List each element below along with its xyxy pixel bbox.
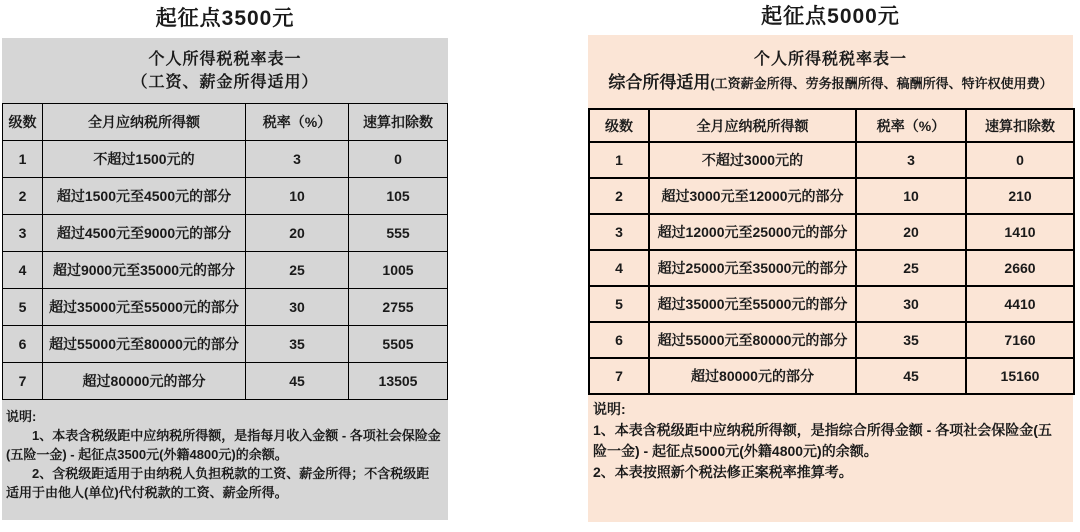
- cell-deduction: 5505: [349, 326, 448, 363]
- cell-level: 3: [3, 215, 43, 252]
- table-row: [3, 178, 448, 215]
- cell-level: 7: [589, 358, 649, 394]
- note-item-2: 2、本表按照新个税法修正案税率推算考。: [593, 464, 853, 480]
- note-item-2: 2、含税级距适用于由纳税人负担税款的工资、薪金所得；不含税级距适用于由他人(单位)代付税款的工资、薪金所得。: [6, 466, 430, 500]
- cell-level: 5: [3, 289, 43, 326]
- section-threshold-5000: [588, 4, 1073, 522]
- table-title-line2: [608, 71, 1052, 96]
- cell-income: 超过9000元至35000元的部分: [43, 252, 246, 289]
- cell-level: 1: [3, 141, 43, 178]
- table-row: [589, 286, 1074, 322]
- table-row: [589, 322, 1074, 358]
- cell-level: 6: [589, 322, 649, 358]
- cell-rate: 35: [856, 322, 966, 358]
- table-row: [589, 142, 1074, 178]
- table-row: [3, 141, 448, 178]
- cell-income: 超过3000元至12000元的部分: [649, 178, 856, 214]
- cell-income: 超过25000元至35000元的部分: [649, 250, 856, 286]
- col-header-rate: 税率（%）: [246, 104, 349, 141]
- table-title-block-3500: [2, 38, 448, 103]
- table-subtitle-small: (工资薪金所得、劳务报酬所得、稿酬所得、特许权使用费）: [710, 75, 1053, 91]
- cell-deduction: 7160: [966, 322, 1074, 358]
- table-header-row: [589, 109, 1074, 142]
- cell-income: 不超过1500元的: [43, 141, 246, 178]
- cell-deduction: 210: [966, 178, 1074, 214]
- cell-income: 超过12000元至25000元的部分: [649, 214, 856, 250]
- cell-income: 超过1500元至4500元的部分: [43, 178, 246, 215]
- cell-level: 2: [589, 178, 649, 214]
- cell-rate: 30: [856, 286, 966, 322]
- cell-deduction: 555: [349, 215, 448, 252]
- col-header-income: 全月应纳税所得额: [43, 104, 246, 141]
- cell-income: 超过55000元至80000元的部分: [649, 322, 856, 358]
- cell-deduction: 0: [966, 142, 1074, 178]
- cell-deduction: 13505: [349, 363, 448, 400]
- cell-income: 不超过3000元的: [649, 142, 856, 178]
- cell-rate: 25: [246, 252, 349, 289]
- cell-deduction: 2660: [966, 250, 1074, 286]
- cell-level: 1: [589, 142, 649, 178]
- section-title-3500: 起征点3500元: [155, 7, 295, 30]
- cell-level: 4: [589, 250, 649, 286]
- cell-income: 超过35000元至55000元的部分: [43, 289, 246, 326]
- table-title-line1: 个人所得税税率表一: [148, 50, 302, 68]
- cell-level: 4: [3, 252, 43, 289]
- note-item-1: 1、本表含税级距中应纳税所得额，是指每月收入金额 - 各项社会保险金(五险一金) - 起征点3500元(外籍4800元)的余额。: [6, 428, 441, 462]
- cell-rate: 45: [246, 363, 349, 400]
- cell-level: 7: [3, 363, 43, 400]
- panel-5000: [588, 35, 1073, 522]
- table-row: [3, 289, 448, 326]
- cell-rate: 45: [856, 358, 966, 394]
- table-title-block-5000: [588, 35, 1073, 108]
- section-title-5000: 起征点5000元: [761, 5, 900, 28]
- cell-rate: 3: [246, 141, 349, 178]
- note-item-1: 1、本表含税级距中应纳税所得额，是指综合所得金额 - 各项社会保险金(五险一金) - 起征点5000元(外籍4800元)的余额。: [593, 422, 1052, 459]
- cell-rate: 10: [856, 178, 966, 214]
- cell-deduction: 2755: [349, 289, 448, 326]
- table-row: [589, 178, 1074, 214]
- cell-deduction: 105: [349, 178, 448, 215]
- table-row: [3, 215, 448, 252]
- cell-income: 超过4500元至9000元的部分: [43, 215, 246, 252]
- table-title-line2: （工资、薪金所得适用）: [131, 73, 319, 91]
- cell-deduction: 1005: [349, 252, 448, 289]
- cell-income: 超过35000元至55000元的部分: [649, 286, 856, 322]
- table-row: [3, 252, 448, 289]
- cell-rate: 20: [246, 215, 349, 252]
- table-row: [589, 250, 1074, 286]
- col-header-level: 级数: [3, 104, 43, 141]
- col-header-deduction: 速算扣除数: [349, 104, 448, 141]
- notes-3500: [2, 400, 448, 502]
- table-row: [3, 326, 448, 363]
- col-header-level: 级数: [589, 109, 649, 142]
- section-threshold-3500: [2, 6, 448, 520]
- table-row: [589, 358, 1074, 394]
- table-title-line1: 个人所得税税率表一: [753, 50, 907, 68]
- col-header-deduction: 速算扣除数: [966, 109, 1074, 142]
- cell-income: 超过80000元的部分: [43, 363, 246, 400]
- cell-rate: 35: [246, 326, 349, 363]
- table-body-5000: [589, 142, 1074, 394]
- col-header-income: 全月应纳税所得额: [649, 109, 856, 142]
- table-header-row: [3, 104, 448, 141]
- cell-income: 超过55000元至80000元的部分: [43, 326, 246, 363]
- table-row: [589, 214, 1074, 250]
- cell-income: 超过80000元的部分: [649, 358, 856, 394]
- tax-table-3500: [2, 103, 448, 400]
- cell-rate: 3: [856, 142, 966, 178]
- cell-deduction: 15160: [966, 358, 1074, 394]
- cell-deduction: 0: [349, 141, 448, 178]
- cell-rate: 30: [246, 289, 349, 326]
- notes-label: 说明:: [6, 409, 37, 424]
- cell-level: 2: [3, 178, 43, 215]
- col-header-rate: 税率（%）: [856, 109, 966, 142]
- cell-rate: 20: [856, 214, 966, 250]
- cell-rate: 25: [856, 250, 966, 286]
- tax-table-5000: [588, 108, 1075, 395]
- cell-level: 3: [589, 214, 649, 250]
- cell-level: 6: [3, 326, 43, 363]
- panel-3500: [2, 38, 448, 520]
- cell-level: 5: [589, 286, 649, 322]
- notes-5000: [588, 395, 1073, 483]
- cell-deduction: 1410: [966, 214, 1074, 250]
- table-subtitle-big: 综合所得适用: [608, 72, 711, 92]
- table-body-3500: [3, 141, 448, 400]
- cell-rate: 10: [246, 178, 349, 215]
- notes-label: 说明:: [593, 401, 626, 417]
- table-row: [3, 363, 448, 400]
- cell-deduction: 4410: [966, 286, 1074, 322]
